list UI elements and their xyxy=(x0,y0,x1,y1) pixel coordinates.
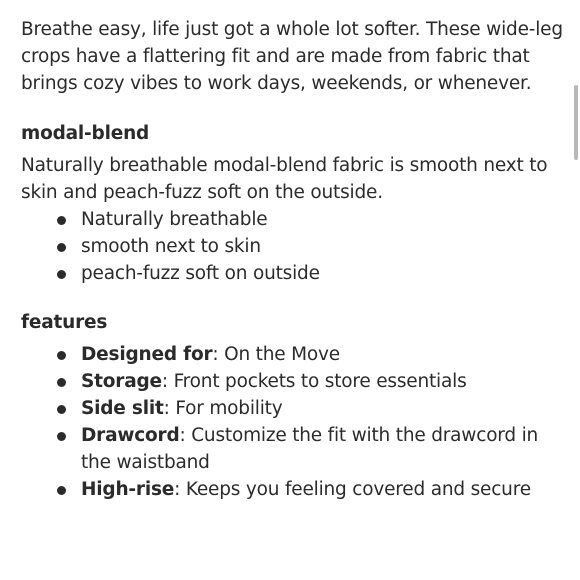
features-heading: features xyxy=(21,312,108,333)
bullet-icon xyxy=(57,270,66,279)
feature-term: Drawcord xyxy=(81,425,180,446)
bullet-icon xyxy=(57,216,66,225)
feature-item xyxy=(21,422,566,476)
scrollbar-thumb[interactable] xyxy=(574,85,578,160)
feature-text: : Keeps you feeling covered and secure xyxy=(174,479,531,500)
bullet-icon xyxy=(57,378,66,387)
bullet-icon xyxy=(57,351,66,360)
bullet-icon xyxy=(57,405,66,414)
bullet-icon xyxy=(57,486,66,495)
feature-text: : For mobility xyxy=(163,398,283,419)
feature-text: : On the Move xyxy=(212,344,340,365)
feature-term: Storage xyxy=(81,371,162,392)
list-item: smooth next to skin xyxy=(21,233,566,260)
modal-blend-description: Naturally breathable modal-blend fabric is smooth next to skin and peach-fuzz soft on the outside. xyxy=(21,155,548,203)
feature-item xyxy=(21,341,566,368)
product-description xyxy=(21,16,566,503)
modal-blend-list xyxy=(21,206,566,287)
feature-text: : Customize the fit with the drawcord in the waistband xyxy=(81,425,539,473)
list-item: peach-fuzz soft on outside xyxy=(21,260,566,287)
feature-term: Designed for xyxy=(81,344,213,365)
bullet-icon xyxy=(57,432,66,441)
intro-paragraph: Breathe easy, life just got a whole lot softer. These wide-leg crops have a flattering fit and are made from fabric that brings cozy vibes to work days, weekends, or whenever. xyxy=(21,19,563,94)
modal-blend-heading: modal-blend xyxy=(21,123,150,144)
feature-item xyxy=(21,395,566,422)
bullet-icon xyxy=(57,243,66,252)
feature-term: High-rise xyxy=(81,479,175,500)
feature-item xyxy=(21,476,566,503)
feature-item xyxy=(21,368,566,395)
list-item: Naturally breathable xyxy=(21,206,566,233)
features-list xyxy=(21,341,566,503)
feature-term: Side slit xyxy=(81,398,164,419)
feature-text: : Front pockets to store essentials xyxy=(161,371,467,392)
